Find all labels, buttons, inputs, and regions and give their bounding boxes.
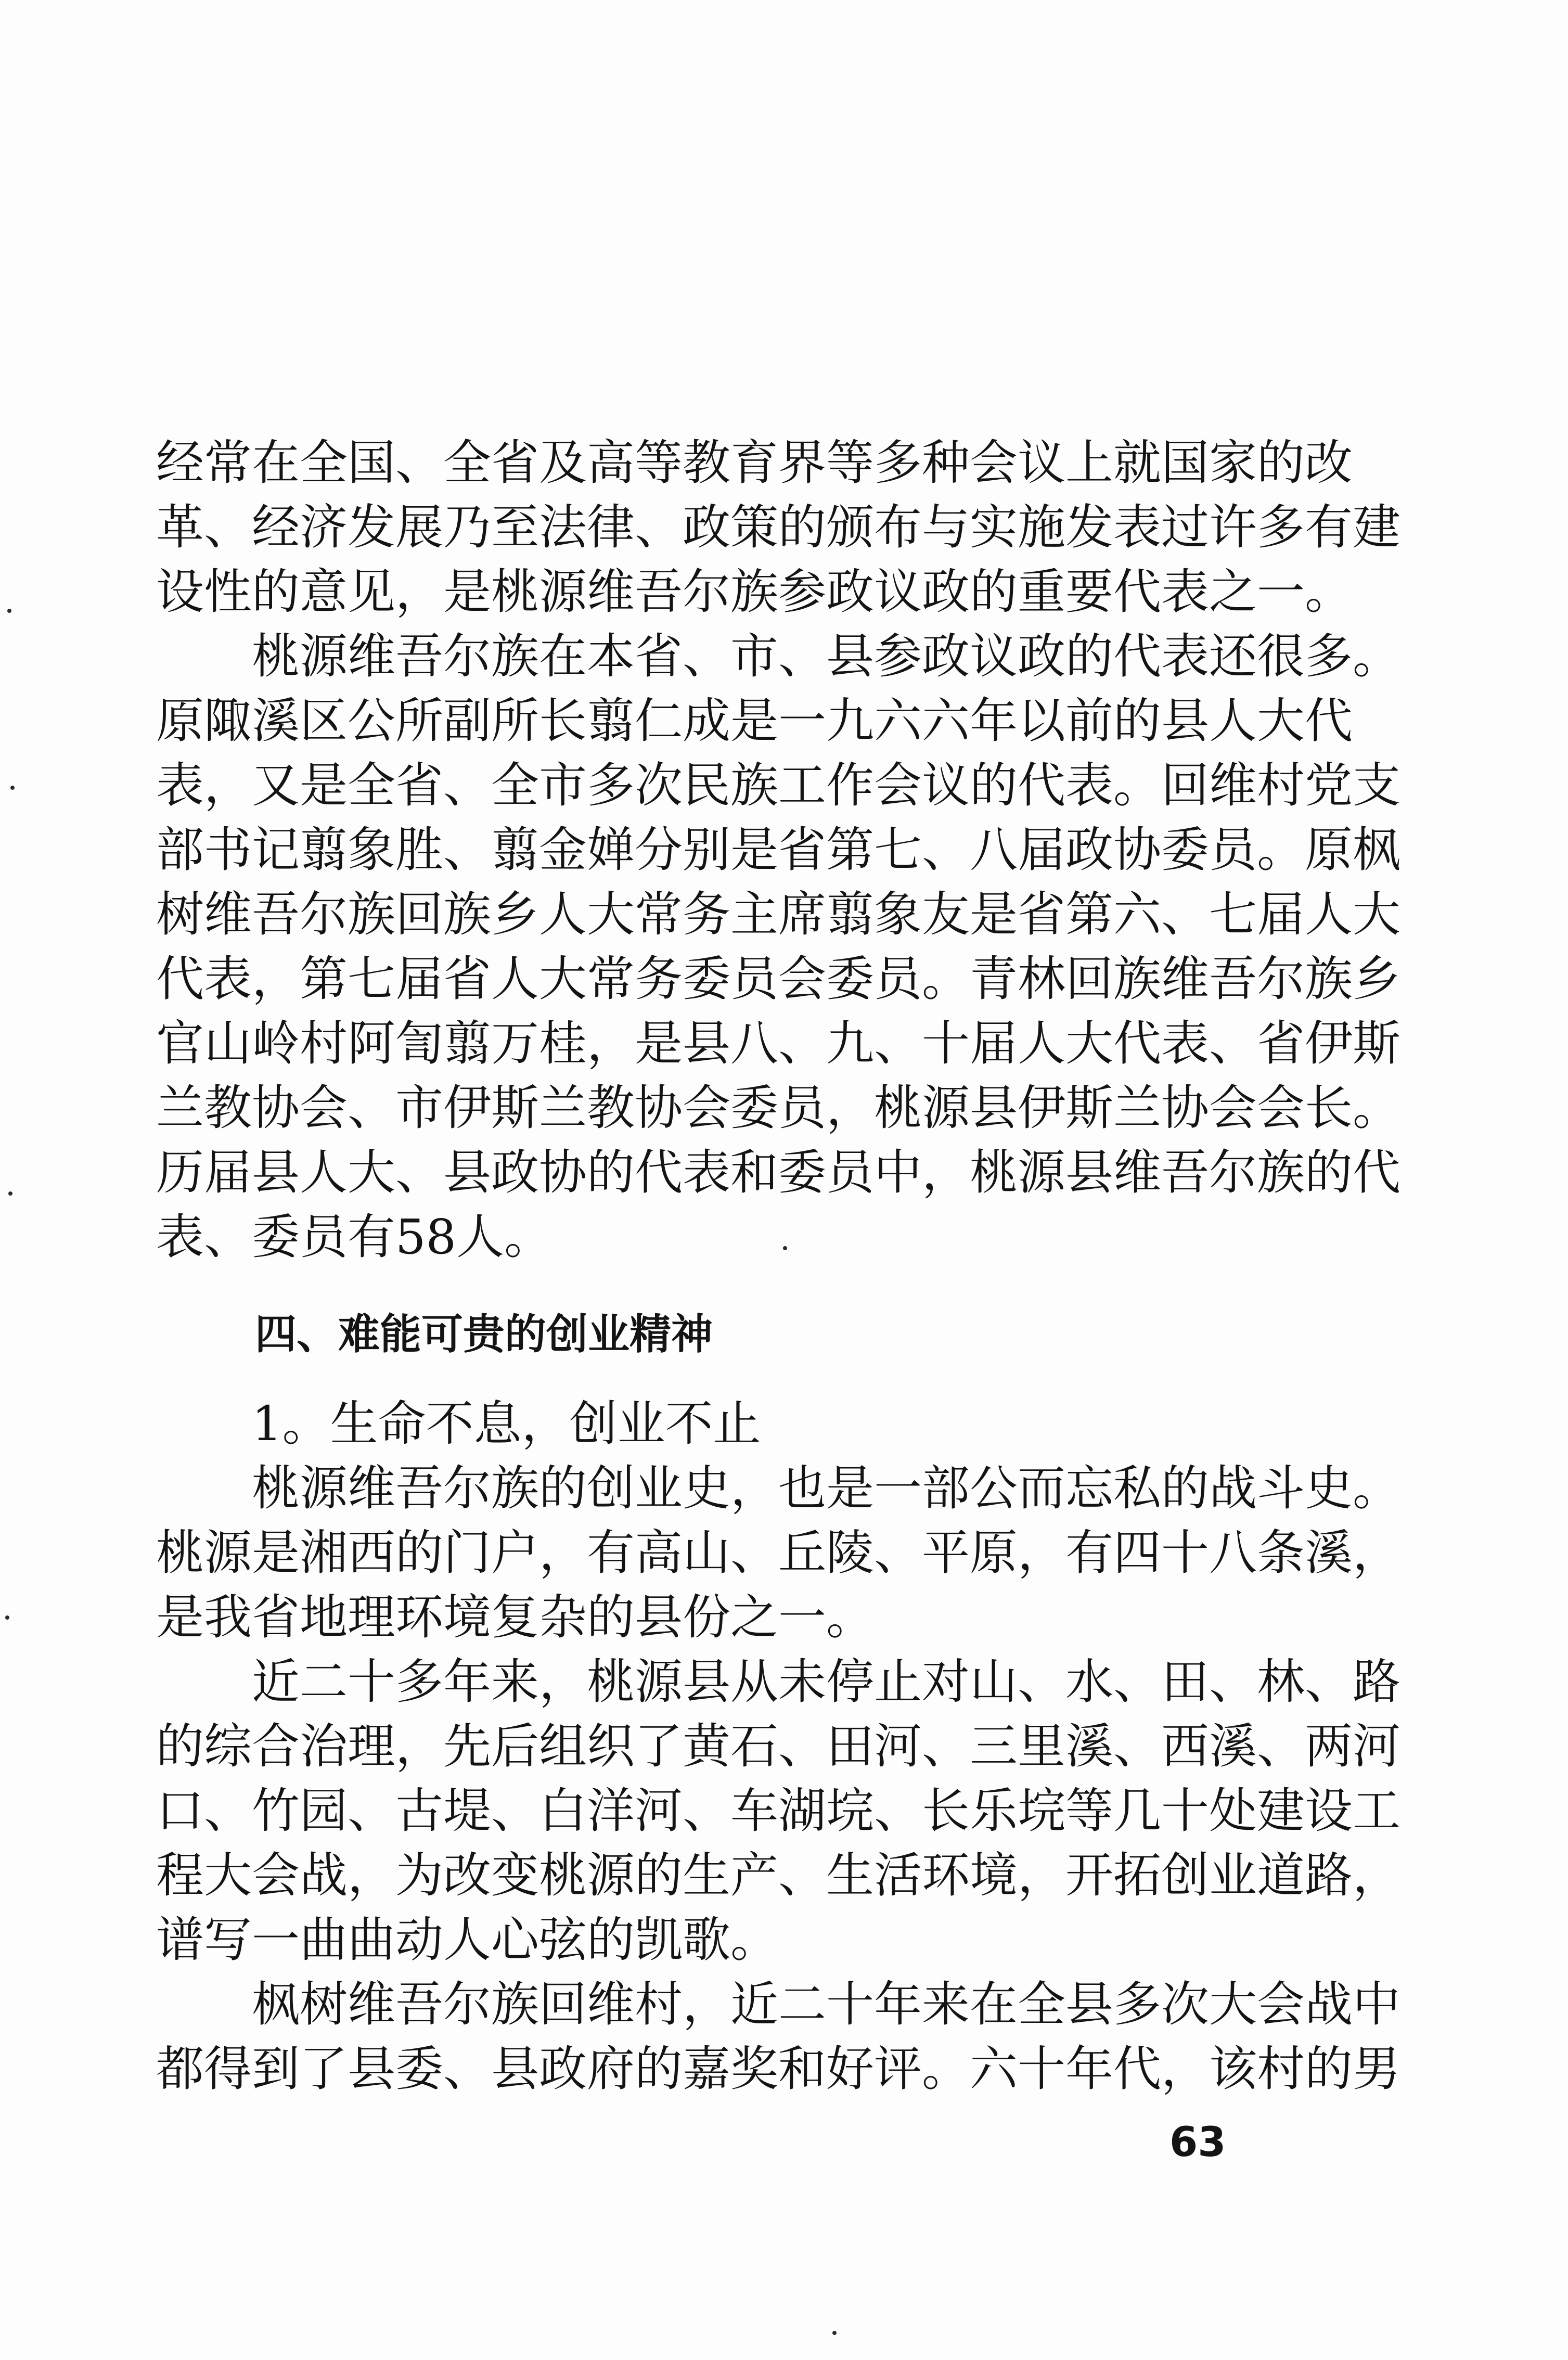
section-heading: 四、难能可贵的创业精神 [255,1310,713,1358]
subsection-title: 1。生命不息，创业不止 [252,1396,761,1452]
text-line: 树维吾尔族回族乡人大常务主席翦象友是省第六、七届人大 [156,887,1401,942]
scan-speck [5,1615,9,1620]
text-line: 历届县人大、县政协的代表和委员中，桃源县维吾尔族的代 [156,1145,1401,1200]
scan-speck [10,786,15,790]
text-line: 革、经济发展乃至法律、政策的颁布与实施发表过许多有建 [156,499,1401,555]
text-line: 兰教协会、市伊斯兰教协会委员，桃源县伊斯兰协会会长。 [156,1080,1401,1136]
text-line: 近二十多年来，桃源县从未停止对山、水、田、林、路 [252,1654,1401,1710]
text-line: 的综合治理，先后组织了黄石、田河、三里溪、西溪、两河 [156,1718,1401,1774]
scan-speck [832,2331,837,2335]
text-line: 表、委员有58人。 [156,1209,552,1265]
text-line: 程大会战，为改变桃源的生产、生活环境，开拓创业道路， [156,1848,1401,1903]
text-line: 官山岭村阿訇翦万桂，是县八、九、十届人大代表、省伊斯 [156,1016,1401,1071]
text-line: 原陬溪区公所副所长翦仁成是一九六六年以前的县人大代 [156,693,1353,749]
text-line: 表，又是全省、全市多次民族工作会议的代表。回维村党支 [156,758,1401,813]
scan-speck [8,1191,12,1196]
text-line: 设性的意见，是桃源维吾尔族参政议政的重要代表之一。 [156,564,1353,620]
text-line: 是我省地理环境复杂的县份之一。 [156,1589,875,1645]
paragraph-block-lower [156,1392,1401,2101]
text-line: 都得到了县委、县政府的嘉奖和好评。六十年代，该村的男 [156,2041,1401,2097]
paragraph-block-upper [156,431,1401,1269]
text-line: 谱写一曲曲动人心弦的凯歌。 [156,1912,779,1968]
page-number: 63 [1169,2119,1226,2166]
text-line: 口、竹园、古堤、白洋河、车湖垸、长乐垸等几十处建设工 [156,1783,1401,1839]
text-line: 桃源维吾尔族在本省、市、县参政议政的代表还很多。 [252,629,1401,684]
text-line: 枫树维吾尔族回维村，近二十年来在全县多次大会战中 [252,1977,1401,2032]
scan-speck [7,609,11,613]
text-line: 代表，第七届省人大常务委员会委员。青林回族维吾尔族乡 [156,951,1401,1007]
text-line: 经常在全国、全省及高等教育界等多种会议上就国家的改 [156,435,1353,491]
scan-speck [783,1246,787,1250]
text-line: 部书记翦象胜、翦金婵分别是省第七、八届政协委员。原枫 [156,822,1401,878]
text-line: 桃源维吾尔族的创业史，也是一部公而忘私的战斗史。 [252,1460,1401,1516]
text-line: 桃源是湘西的门户，有高山、丘陵、平原，有四十八条溪， [156,1525,1401,1581]
